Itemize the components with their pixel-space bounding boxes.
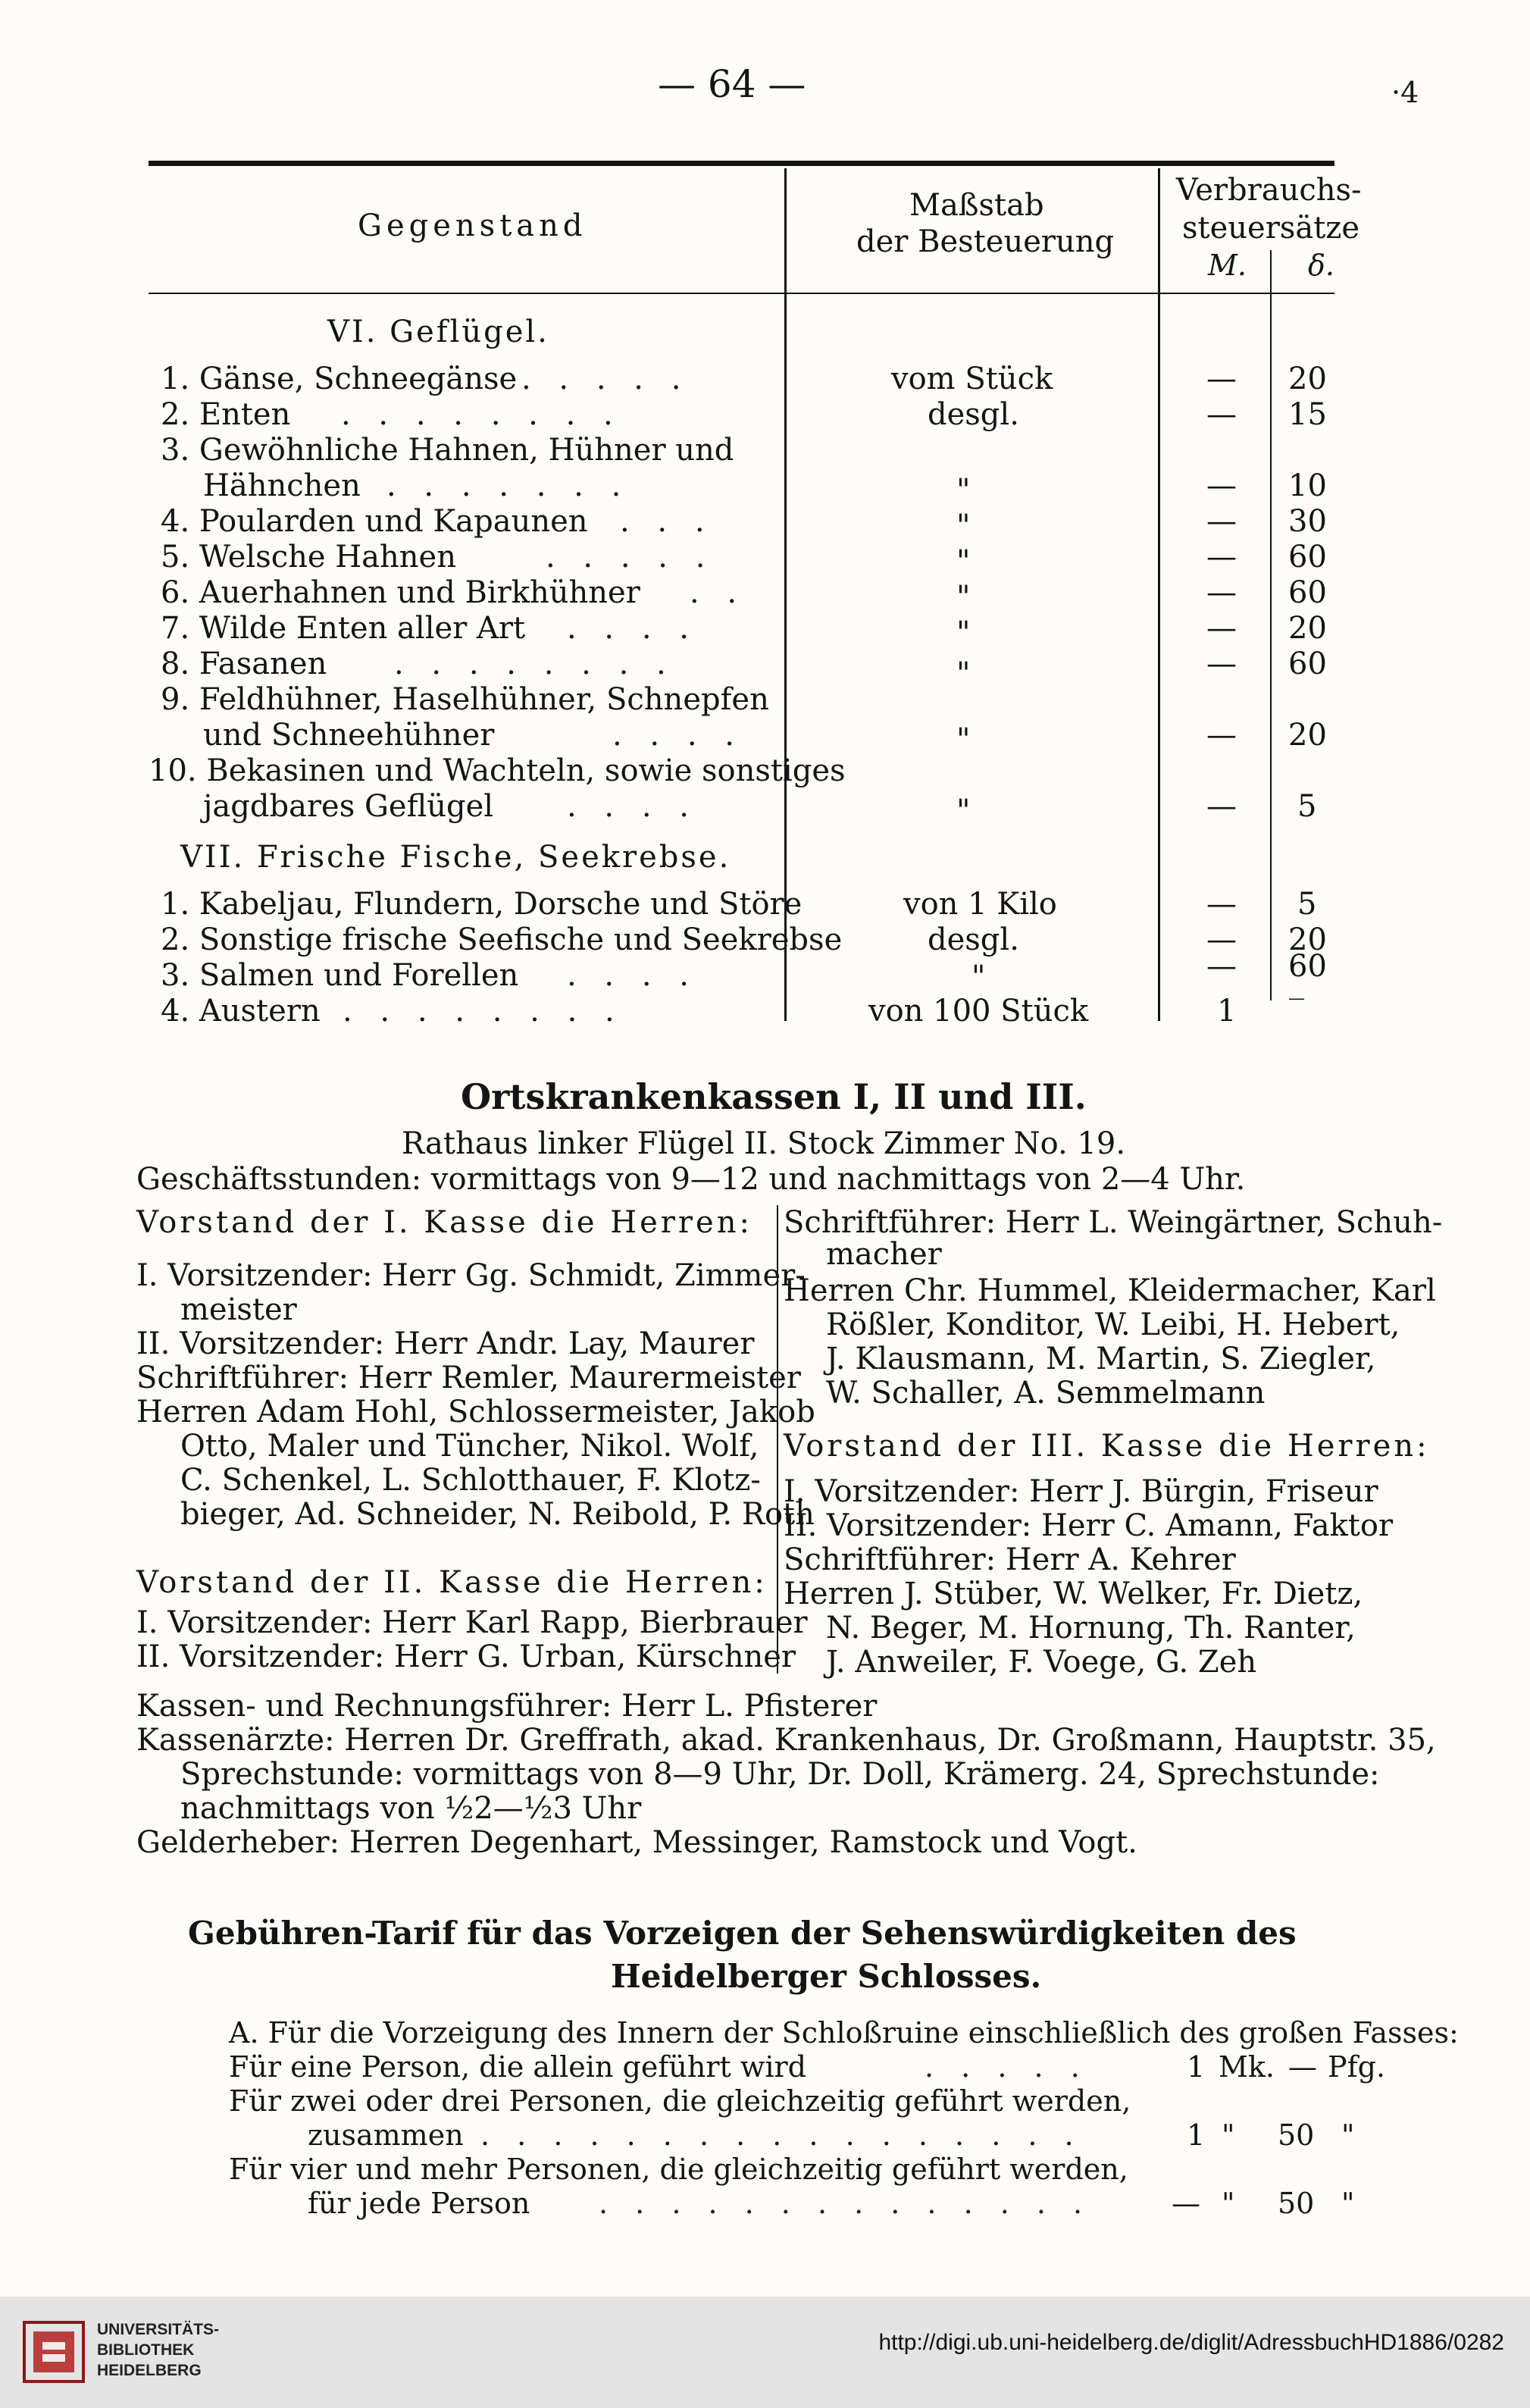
board-line: I. Vorsitzender: Herr Gg. Schmidt, Zimmer-: [136, 1258, 806, 1293]
corner-mark: ·4: [1391, 76, 1419, 109]
krankenkassen-hours: Geschäftsstunden: vormittags von 9—12 und nachmittags von 2—4 Uhr.: [136, 1162, 1246, 1197]
tariff-row-item: 3. Salmen und Forellen: [161, 958, 519, 993]
header-unit-pf: δ.: [1308, 249, 1334, 282]
fee-row-text-cont: für jede Person: [308, 2187, 530, 2220]
source-url-link[interactable]: http://digi.ub.uni-heidelberg.de/diglit/AdressbuchHD1886/0282: [878, 2330, 1504, 2355]
fee-row-sep: —: [1288, 2050, 1317, 2084]
tariff-row-mark: —: [1206, 468, 1237, 503]
tariff-row-pf: —: [1288, 989, 1305, 1008]
board-line: Schriftführer: Herr L. Weingärtner, Schuh-: [784, 1205, 1443, 1240]
leader-dots: . . . . .: [546, 540, 715, 575]
logo-wordmark: UNIVERSITÄTS- BIBLIOTHEK HEIDELBERG: [97, 2321, 220, 2379]
board-line: bieger, Ad. Schneider, N. Reibold, P. Roth: [180, 1497, 815, 1532]
header-item: Gegenstand: [358, 208, 587, 243]
tariff-row-mark: —: [1206, 647, 1237, 681]
fee-row-mk: 1: [1187, 2050, 1206, 2084]
fee-row-mk: —: [1172, 2187, 1200, 2220]
board-line: Herren Chr. Hummel, Kleidermacher, Karl: [784, 1273, 1436, 1308]
tariff-row-mark: 1: [1217, 994, 1237, 1029]
tariff-row-scale: desgl.: [928, 922, 1019, 957]
tariff-row-item: 6. Auerhahnen und Birkhühner: [161, 575, 640, 610]
tariff-row-item-cont: jagdbares Geflügel: [203, 789, 494, 824]
board-line: II. Vorsitzender: Herr C. Amann, Faktor: [784, 1508, 1394, 1543]
tariff-row-item: 1. Gänse, Schneegänse: [161, 362, 518, 396]
tariff-row-scale: ": [956, 544, 971, 579]
tariff-row-mark: —: [1206, 362, 1237, 396]
section-title-vii: VII. Frische Fische, Seekrebse.: [180, 840, 731, 875]
header-rate-line2: steuersätze: [1182, 211, 1360, 246]
staff-line: Kassen- und Rechnungsführer: Herr L. Pfisterer: [136, 1689, 878, 1724]
staff-line: Sprechstunde: vormittags von 8—9 Uhr, Dr. Doll, Krämerg. 24, Sprechstunde:: [180, 1757, 1380, 1792]
tariff-row-mark: —: [1206, 949, 1237, 984]
tariff-row-scale: desgl.: [928, 397, 1019, 432]
page-number: — 64 —: [658, 62, 806, 106]
tariff-row-item: 3. Gewöhnliche Hahnen, Hühner und: [161, 433, 734, 468]
leader-dots: . . . .: [567, 958, 699, 993]
tariff-row-item: 7. Wilde Enten aller Art: [161, 611, 526, 646]
fee-row-mk-unit: ": [1222, 2187, 1235, 2220]
leader-dots: . . . .: [612, 718, 744, 753]
board-line: Vorstand der II. Kasse die Herren:: [136, 1565, 768, 1600]
leader-dots: . .: [690, 575, 746, 610]
fee-row-text: Für vier und mehr Personen, die gleichzeitig geführt werden,: [229, 2153, 1128, 2186]
board-line: macher: [826, 1237, 942, 1272]
board-line: W. Schaller, A. Semmelmann: [826, 1376, 1266, 1411]
tariff-row-scale: ": [956, 794, 971, 828]
table-col-divider-2: [1158, 168, 1160, 1021]
board-line: Otto, Maler und Tüncher, Nikol. Wolf,: [180, 1429, 759, 1464]
tariff-row-pf: 60: [1288, 949, 1327, 984]
leader-dots: . . . . . . . .: [343, 994, 624, 1029]
gebuehren-intro: A. Für die Vorzeigung des Innern der Schloßruine einschließlich des großen Fasses:: [229, 2016, 1459, 2049]
tariff-row-item: 9. Feldhühner, Haselhühner, Schnepfen: [161, 682, 769, 717]
tariff-row-scale: vom Stück: [891, 362, 1053, 396]
gebuehren-title-line1: Gebühren-Tarif für das Vorzeigen der Sehenswürdigkeiten des: [188, 1915, 1297, 1952]
tariff-row-mark: —: [1206, 718, 1237, 753]
tariff-row-item: 2. Enten: [161, 397, 291, 432]
tariff-row-item: 8. Fasanen: [161, 647, 327, 681]
tariff-row-item: 4. Austern: [161, 994, 321, 1029]
tariff-row-pf: 60: [1288, 647, 1327, 681]
tariff-row-mark: —: [1206, 575, 1237, 610]
fee-row-pf: 50: [1278, 2118, 1315, 2152]
board-line: Schriftführer: Herr A. Kehrer: [784, 1542, 1236, 1577]
tariff-row-mark: —: [1206, 789, 1237, 824]
board-line: Rößler, Konditor, W. Leibi, H. Hebert,: [826, 1307, 1400, 1342]
tariff-row-item: 1. Kabeljau, Flundern, Dorsche und Störe: [161, 887, 803, 922]
board-line: C. Schenkel, L. Schlotthauer, F. Klotz-: [180, 1463, 761, 1498]
board-line: meister: [180, 1292, 297, 1327]
tariff-row-pf: 30: [1288, 504, 1327, 539]
tariff-row-pf: 20: [1288, 611, 1327, 646]
footer-bar: [0, 2297, 1530, 2408]
tariff-row-item-cont: Hähnchen: [203, 468, 361, 503]
board-line: Herren J. Stüber, W. Welker, Fr. Dietz,: [784, 1577, 1363, 1611]
leader-dots: . . . .: [567, 789, 699, 824]
board-line: Vorstand der I. Kasse die Herren:: [136, 1205, 752, 1240]
leader-dots: . . . . . . . . . . . . . . . . .: [480, 2118, 1083, 2152]
tariff-row-pf: 15: [1288, 397, 1327, 432]
fee-row-mk-unit: ": [1222, 2118, 1235, 2152]
tariff-row-pf: 20: [1288, 362, 1327, 396]
header-rate-line1: Verbrauchs-: [1176, 173, 1362, 208]
board-line: J. Anweiler, F. Voege, G. Zeh: [826, 1645, 1257, 1680]
tariff-row-pf: 20: [1288, 922, 1327, 957]
board-line: J. Klausmann, M. Martin, S. Ziegler,: [826, 1342, 1376, 1376]
tariff-row-pf: 60: [1288, 540, 1327, 575]
leader-dots: . . . . . . . . . . . . . .: [599, 2187, 1092, 2220]
leader-dots: . . . . . . . .: [341, 397, 622, 432]
fee-row-text: Für zwei oder drei Personen, die gleichzeitig geführt werden,: [229, 2084, 1131, 2118]
tariff-row-item: 2. Sonstige frische Seefische und Seekrebse: [161, 922, 843, 957]
tariff-row-mark: —: [1206, 887, 1237, 922]
board-line: Schriftführer: Herr Remler, Maurermeister: [136, 1361, 801, 1395]
krankenkassen-location: Rathaus linker Flügel II. Stock Zimmer No. 19.: [402, 1126, 1126, 1161]
fee-row-pf: 50: [1278, 2187, 1315, 2220]
krankenkassen-title: Ortskrankenkassen I, II und III.: [461, 1076, 1087, 1117]
board-line: I. Vorsitzender: Herr Karl Rapp, Bierbrauer: [136, 1605, 808, 1640]
staff-line: Gelderheber: Herren Degenhart, Messinger, Ramstock und Vogt.: [136, 1825, 1137, 1860]
table-header-rule: [149, 293, 1334, 294]
tariff-row-pf: 10: [1288, 468, 1327, 503]
university-library-logo: [21, 2319, 86, 2385]
section-title-vi: VI. Geflügel.: [327, 315, 549, 349]
board-line: II. Vorsitzender: Herr Andr. Lay, Maurer: [136, 1326, 755, 1361]
tariff-row-scale: ": [956, 473, 971, 508]
header-scale-line2: der Besteuerung: [856, 224, 1115, 259]
fee-row-mk: 1: [1187, 2118, 1206, 2152]
tariff-row-item: 4. Poularden und Kapaunen: [161, 504, 588, 539]
header-unit-mark: M.: [1208, 249, 1247, 282]
tariff-row-scale: ": [956, 722, 971, 757]
table-col-divider-3: [1270, 250, 1272, 1000]
board-line: Vorstand der III. Kasse die Herren:: [784, 1429, 1430, 1464]
fee-row-pf-unit: ": [1341, 2118, 1355, 2152]
tariff-row-scale: ": [956, 509, 971, 543]
gebuehren-title-line2: Heidelberger Schlosses.: [611, 1958, 1042, 1995]
leader-dots: . . . . . . .: [386, 468, 630, 503]
tariff-row-item: 10. Bekasinen und Wachteln, sowie sonstiges: [149, 753, 846, 788]
fee-row-pf-unit: Pfg.: [1328, 2050, 1386, 2084]
board-line: I. Vorsitzender: Herr J. Bürgin, Friseur: [784, 1474, 1378, 1509]
fee-row-text: Für eine Person, die allein geführt wird: [229, 2050, 807, 2084]
table-top-rule: [149, 161, 1334, 166]
tariff-row-scale: von 100 Stück: [868, 994, 1089, 1029]
tariff-row-pf: 5: [1297, 789, 1317, 824]
leader-dots: . . . .: [567, 611, 699, 646]
board-line: II. Vorsitzender: Herr G. Urban, Kürschner: [136, 1639, 796, 1674]
fee-row-pf-unit: ": [1341, 2187, 1355, 2220]
tariff-row-item-cont: und Schneehühner: [203, 718, 495, 753]
staff-line: nachmittags von ½2—½3 Uhr: [180, 1791, 642, 1826]
tariff-row-mark: —: [1206, 504, 1237, 539]
leader-dots: . . . . . . . .: [394, 647, 675, 681]
staff-line: Kassenärzte: Herren Dr. Greffrath, akad. Krankenhaus, Dr. Großmann, Hauptstr. 35,: [136, 1723, 1436, 1758]
tariff-row-mark: —: [1206, 922, 1237, 957]
fee-row-mk-unit: Mk.: [1219, 2050, 1275, 2084]
leader-dots: . . .: [620, 504, 714, 539]
board-line: N. Beger, M. Hornung, Th. Ranter,: [826, 1611, 1356, 1646]
tariff-row-mark: —: [1206, 611, 1237, 646]
leader-dots: . . . . .: [521, 362, 690, 396]
tariff-row-pf: 5: [1297, 887, 1317, 922]
tariff-row-scale: ": [956, 615, 971, 650]
header-scale-line1: Maßstab: [909, 188, 1044, 223]
tariff-row-scale: ": [972, 960, 986, 994]
board-line: Herren Adam Hohl, Schlossermeister, Jakob: [136, 1395, 815, 1429]
tariff-row-scale: ": [956, 656, 971, 691]
fee-row-text-cont: zusammen: [308, 2118, 464, 2152]
tariff-row-item: 5. Welsche Hahnen: [161, 540, 456, 575]
tariff-row-mark: —: [1206, 540, 1237, 575]
tariff-row-scale: ": [956, 580, 971, 615]
tariff-row-pf: 60: [1288, 575, 1327, 610]
tariff-row-pf: 20: [1288, 718, 1327, 753]
tariff-row-mark: —: [1206, 397, 1237, 432]
leader-dots: . . . . .: [925, 2050, 1089, 2084]
tariff-row-scale: von 1 Kilo: [903, 887, 1057, 922]
